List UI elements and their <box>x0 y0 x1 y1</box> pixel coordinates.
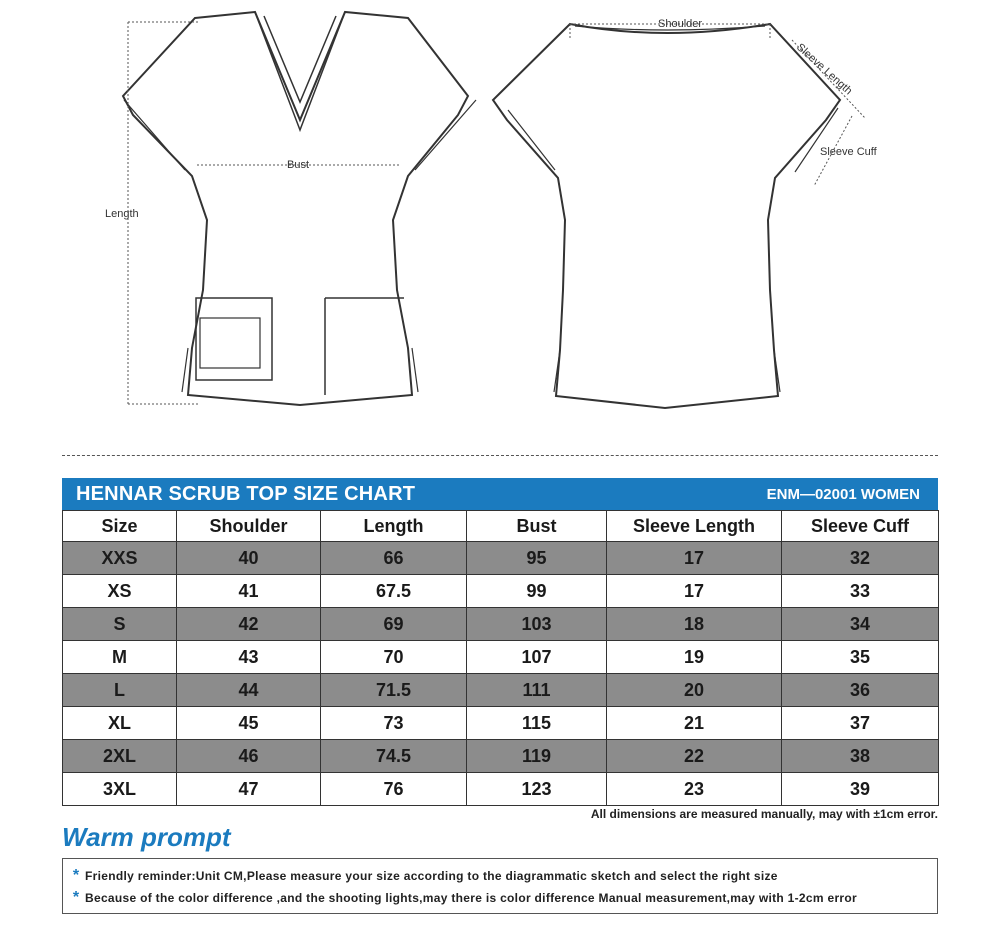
garment-sketches <box>0 0 1000 440</box>
shoulder-label: Shoulder <box>658 18 703 30</box>
table-cell: 71.5 <box>321 674 467 707</box>
prompt-line <box>67 887 937 909</box>
table-cell: 35 <box>782 641 939 674</box>
size-chart <box>62 478 938 806</box>
table-cell: 111 <box>467 674 607 707</box>
prompt-text: Friendly reminder:Unit CM,Please measure your size according to the diagrammatic sketch and select the right size <box>85 869 778 883</box>
table-cell: 21 <box>607 707 782 740</box>
prompt-line <box>67 865 937 887</box>
size-table <box>62 510 939 806</box>
table-cell: 2XL <box>63 740 177 773</box>
asterisk-icon: * <box>72 867 80 884</box>
table-cell: 123 <box>467 773 607 806</box>
table-cell: 43 <box>177 641 321 674</box>
table-row <box>63 773 939 806</box>
size-chart-header <box>62 478 938 510</box>
table-cell: 3XL <box>63 773 177 806</box>
column-header: Length <box>321 511 467 542</box>
table-row <box>63 575 939 608</box>
table-cell: 115 <box>467 707 607 740</box>
table-cell: 36 <box>782 674 939 707</box>
table-cell: 34 <box>782 608 939 641</box>
table-cell: 67.5 <box>321 575 467 608</box>
table-cell: 42 <box>177 608 321 641</box>
table-cell: 22 <box>607 740 782 773</box>
table-cell: 45 <box>177 707 321 740</box>
table-row <box>63 641 939 674</box>
table-cell: 73 <box>321 707 467 740</box>
table-cell: S <box>63 608 177 641</box>
table-cell: 40 <box>177 542 321 575</box>
table-header-row <box>63 511 939 542</box>
table-row <box>63 608 939 641</box>
table-cell: 47 <box>177 773 321 806</box>
column-header: Sleeve Length <box>607 511 782 542</box>
table-cell: 44 <box>177 674 321 707</box>
measurement-note: All dimensions are measured manually, may with ±1cm error. <box>590 807 938 821</box>
table-cell: 99 <box>467 575 607 608</box>
table-cell: 103 <box>467 608 607 641</box>
table-cell: 69 <box>321 608 467 641</box>
table-cell: M <box>63 641 177 674</box>
table-cell: 119 <box>467 740 607 773</box>
front-view-sketch <box>123 12 476 405</box>
table-cell: 46 <box>177 740 321 773</box>
table-cell: 37 <box>782 707 939 740</box>
table-row <box>63 707 939 740</box>
table-cell: 17 <box>607 542 782 575</box>
table-cell: 33 <box>782 575 939 608</box>
prompt-text: Because of the color difference ,and the shooting lights,may there is color difference Manual measurement,may with 1-2cm error <box>85 891 857 905</box>
table-cell: L <box>63 674 177 707</box>
column-header: Sleeve Cuff <box>782 511 939 542</box>
table-row <box>63 542 939 575</box>
front-dimension-lines <box>128 22 400 404</box>
table-cell: XL <box>63 707 177 740</box>
table-cell: 19 <box>607 641 782 674</box>
table-cell: 39 <box>782 773 939 806</box>
table-cell: 20 <box>607 674 782 707</box>
back-dimension-lines <box>570 24 865 186</box>
column-header: Size <box>63 511 177 542</box>
table-cell: 107 <box>467 641 607 674</box>
warm-prompt-box <box>62 858 938 914</box>
warm-prompt-title: Warm prompt <box>62 822 231 852</box>
length-label: Length <box>105 208 139 220</box>
table-cell: XXS <box>63 542 177 575</box>
table-row <box>63 740 939 773</box>
sleeve-length-label: Sleeve Length <box>793 41 855 98</box>
size-chart-title: HENNAR SCRUB TOP SIZE CHART <box>76 482 416 505</box>
table-cell: 38 <box>782 740 939 773</box>
table-cell: 95 <box>467 542 607 575</box>
table-cell: 66 <box>321 542 467 575</box>
product-code: ENM—02001 WOMEN <box>766 485 920 503</box>
table-cell: 76 <box>321 773 467 806</box>
table-cell: 17 <box>607 575 782 608</box>
table-cell: 18 <box>607 608 782 641</box>
sleeve-cuff-label: Sleeve Cuff <box>820 146 877 158</box>
table-row <box>63 674 939 707</box>
asterisk-icon: * <box>72 889 80 906</box>
table-cell: 32 <box>782 542 939 575</box>
table-cell: 41 <box>177 575 321 608</box>
table-cell: 70 <box>321 641 467 674</box>
table-cell: XS <box>63 575 177 608</box>
section-divider <box>62 455 938 456</box>
column-header: Shoulder <box>177 511 321 542</box>
column-header: Bust <box>467 511 607 542</box>
table-cell: 74.5 <box>321 740 467 773</box>
table-cell: 23 <box>607 773 782 806</box>
bust-label: Bust <box>287 159 310 171</box>
back-view-sketch <box>493 24 840 408</box>
